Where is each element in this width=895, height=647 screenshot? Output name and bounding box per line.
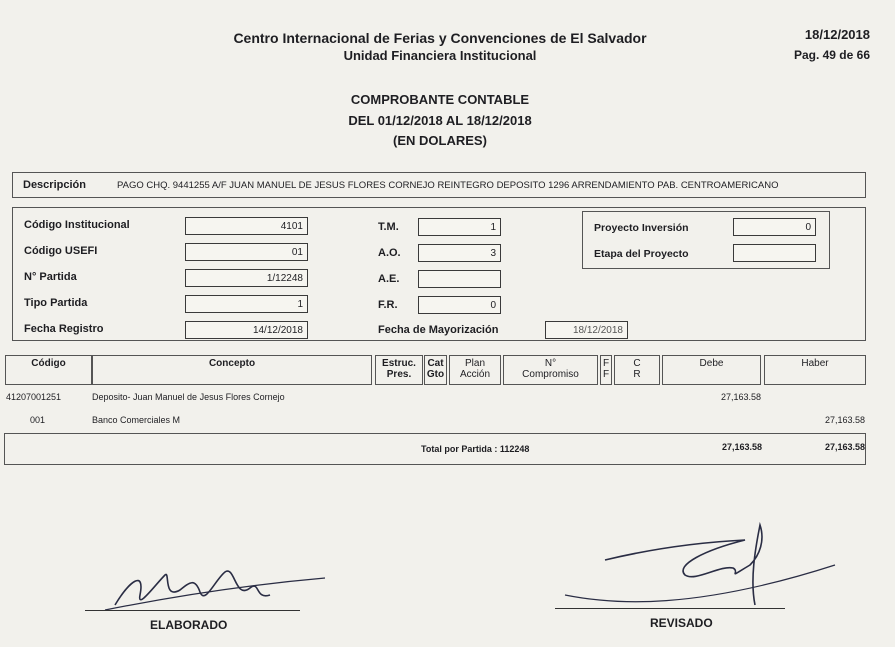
period: DEL 01/12/2018 AL 18/12/2018 [348, 113, 532, 128]
row-debe: 27,163.58 [720, 392, 761, 402]
description-label: Descripción [23, 179, 86, 191]
codigo-institucional-label: Código Institucional [24, 219, 130, 231]
col-cat-gto [424, 355, 447, 385]
report-date: 18/12/2018 [804, 27, 870, 42]
col-codigo-label: Código [31, 358, 66, 369]
col-codigo [5, 355, 92, 385]
row-concepto: Banco Comerciales M [92, 415, 181, 425]
signature-line-revisado [555, 608, 785, 609]
col-estruc-pres [375, 355, 423, 385]
codigo-institucional-field[interactable]: 4101 [185, 217, 308, 235]
col-ff-line2: F [602, 369, 610, 380]
etapa-proyecto-label: Etapa del Proyecto [594, 248, 689, 260]
col-cr-line2: R [633, 369, 641, 380]
col-haber-label: Haber [801, 358, 829, 369]
etapa-proyecto-field[interactable] [733, 244, 816, 262]
codigo-usefi-label: Código USEFI [24, 245, 98, 257]
ae-field[interactable] [418, 270, 501, 288]
row-concepto: Deposito- Juan Manuel de Jesus Flores Cornejo [92, 392, 285, 402]
unit-name: Unidad Financiera Institucional [343, 48, 537, 63]
n-partida-field[interactable]: 1/12248 [185, 269, 308, 287]
fr-label: F.R. [378, 299, 398, 311]
description-value: PAGO CHQ. 9441255 A/F JUAN MANUEL DE JESUS FLORES CORNEJO REINTEGRO DEPOSITO 1296 ARRENDAMIENTO PAB. CENTROAMERICANO [117, 180, 779, 191]
fecha-registro-label: Fecha Registro [24, 323, 104, 335]
col-concepto-label: Concepto [208, 358, 256, 369]
fecha-registro-field[interactable]: 14/12/2018 [185, 321, 308, 339]
col-plan-accion [449, 355, 501, 385]
signature-elaborado-label: ELABORADO [150, 618, 228, 632]
col-ff-line1: F [602, 358, 610, 369]
row-haber: 27,163.58 [824, 415, 865, 425]
col-plan-line1: Plan [464, 358, 485, 369]
col-ff [600, 355, 612, 385]
signature-line-elaborado [85, 610, 300, 611]
document-title: COMPROBANTE CONTABLE [350, 92, 530, 107]
tipo-partida-label: Tipo Partida [24, 297, 88, 309]
col-haber [764, 355, 866, 385]
signature-revisado-label: REVISADO [650, 616, 713, 630]
col-estruc-line1: Estruc. [382, 358, 416, 369]
col-debe [662, 355, 761, 385]
ae-label: A.E. [378, 273, 400, 285]
col-cr [614, 355, 660, 385]
ao-label: A.O. [378, 247, 401, 259]
col-cr-line1: C [633, 358, 641, 369]
fecha-mayorizacion-field[interactable]: 18/12/2018 [545, 321, 628, 339]
col-debe-label: Debe [699, 358, 724, 369]
currency-note: (EN DOLARES) [393, 133, 487, 148]
tm-field[interactable]: 1 [418, 218, 501, 236]
ao-field[interactable]: 3 [418, 244, 501, 262]
codigo-usefi-field[interactable]: 01 [185, 243, 308, 261]
total-haber: 27,163.58 [824, 442, 865, 452]
col-plan-line2: Acción [459, 369, 490, 380]
institution-name: Centro Internacional de Ferias y Convenciones de El Salvador [233, 30, 647, 46]
tm-label: T.M. [378, 221, 399, 233]
total-debe: 27,163.58 [721, 442, 762, 452]
col-ncomp-line2: Compromiso [522, 369, 579, 380]
col-concepto [92, 355, 372, 385]
col-ncomp-line1: N° [544, 358, 557, 369]
row-codigo: 41207001251 [6, 392, 62, 402]
signature-revisado-mark [555, 520, 845, 620]
description-box [12, 172, 866, 198]
row-codigo: 001 [30, 415, 46, 425]
proyecto-inversion-field[interactable]: 0 [733, 218, 816, 236]
col-cat-line1: Cat [427, 358, 444, 369]
fr-field[interactable]: 0 [418, 296, 501, 314]
tipo-partida-field[interactable]: 1 [185, 295, 308, 313]
total-label: Total por Partida : 112248 [421, 444, 530, 454]
col-n-compromiso [503, 355, 598, 385]
signature-elaborado-mark [85, 560, 335, 620]
page-number: Pag. 49 de 66 [793, 48, 870, 62]
total-box [4, 433, 866, 465]
proyecto-inversion-label: Proyecto Inversión [594, 222, 689, 234]
col-cat-line2: Gto [426, 369, 445, 380]
col-estruc-line2: Pres. [386, 369, 412, 380]
fecha-mayorizacion-label: Fecha de Mayorización [378, 324, 499, 336]
n-partida-label: N° Partida [24, 271, 77, 283]
